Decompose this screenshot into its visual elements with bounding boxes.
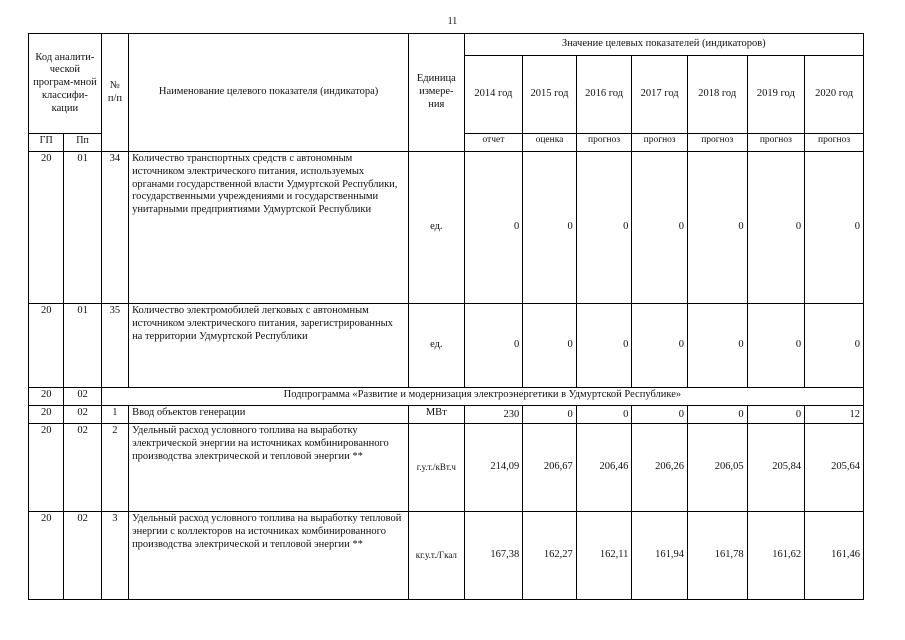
header-status-2017: прогноз [632, 134, 688, 152]
header-values-group: Значение целевых показателей (индикаторов) [464, 34, 863, 56]
cell-value: 206,05 [687, 424, 747, 512]
cell-value: 167,38 [464, 512, 523, 600]
cell-value: 0 [687, 152, 747, 304]
cell-value: 0 [464, 304, 523, 388]
cell-gp: 20 [29, 424, 64, 512]
header-status-2019: прогноз [747, 134, 805, 152]
cell-pp: 02 [64, 424, 101, 512]
header-status-2015: оценка [523, 134, 577, 152]
cell-value: 161,62 [747, 512, 805, 600]
cell-value: 0 [523, 406, 577, 424]
cell-gp: 20 [29, 152, 64, 304]
subprogram-title: Подпрограмма «Развитие и модернизация электроэнергетики в Удмуртской Республике» [101, 388, 863, 406]
header-code-pp: Пп [64, 134, 101, 152]
header-indicator-name: Наименование целевого показателя (индикатора) [129, 34, 409, 152]
cell-value: 0 [632, 152, 688, 304]
cell-value: 0 [687, 406, 747, 424]
page-number: 11 [447, 16, 458, 27]
cell-value: 12 [805, 406, 864, 424]
cell-value: 0 [747, 304, 805, 388]
cell-gp: 20 [29, 304, 64, 388]
header-status-2020: прогноз [805, 134, 864, 152]
cell-num: 2 [101, 424, 128, 512]
cell-value: 0 [632, 406, 688, 424]
cell-gp: 20 [29, 512, 64, 600]
cell-num: 3 [101, 512, 128, 600]
header-year-2017: 2017 год [632, 56, 688, 134]
header-year-2016: 2016 год [576, 56, 632, 134]
cell-gp: 20 [29, 406, 64, 424]
cell-value: 214,09 [464, 424, 523, 512]
indicators-table [28, 33, 864, 600]
cell-indicator-name: Количество транспортных средств с автономным источником электрического питания, используемых органами государственной власти Удмуртской Республики, государственными учреждениями и государственными унитарными предприятиями Удмуртской Республики [129, 152, 409, 304]
table-row [29, 304, 864, 388]
cell-value: 205,84 [747, 424, 805, 512]
cell-value: 0 [687, 304, 747, 388]
cell-unit: ед. [409, 304, 465, 388]
cell-value: 161,78 [687, 512, 747, 600]
cell-value: 206,26 [632, 424, 688, 512]
cell-pp: 01 [64, 152, 101, 304]
cell-value: 161,94 [632, 512, 688, 600]
cell-unit: ед. [409, 152, 465, 304]
cell-value: 206,46 [576, 424, 632, 512]
header-unit: Единица измере-ния [409, 34, 465, 152]
cell-indicator-name: Ввод объектов генерации [129, 406, 409, 424]
cell-value: 162,11 [576, 512, 632, 600]
cell-indicator-name: Удельный расход условного топлива на выработку электрической энергии на источниках комбинированного производства электрической и тепловой энергии ** [129, 424, 409, 512]
cell-value: 162,27 [523, 512, 577, 600]
header-row-1 [29, 34, 864, 56]
cell-num: 34 [101, 152, 128, 304]
cell-indicator-name: Удельный расход условного топлива на выработку тепловой энергии с коллекторов на источниках комбинированного производства электрической и тепловой энергии ** [129, 512, 409, 600]
cell-pp: 02 [64, 512, 101, 600]
header-year-2019: 2019 год [747, 56, 805, 134]
cell-value: 206,67 [523, 424, 577, 512]
header-status-2016: прогноз [576, 134, 632, 152]
cell-value: 0 [523, 304, 577, 388]
cell-value: 0 [576, 304, 632, 388]
cell-value: 0 [805, 152, 864, 304]
cell-indicator-name: Количество электромобилей легковых с автономным источником электрического питания, зарегистрированных на территории Удмуртской Республики [129, 304, 409, 388]
subprogram-row [29, 388, 864, 406]
cell-pp: 02 [64, 388, 101, 406]
cell-value: 0 [747, 152, 805, 304]
header-status-2014: отчет [464, 134, 523, 152]
cell-value: 0 [632, 304, 688, 388]
cell-num: 35 [101, 304, 128, 388]
header-year-2018: 2018 год [687, 56, 747, 134]
cell-value: 0 [523, 152, 577, 304]
table-row [29, 512, 864, 600]
table-row [29, 152, 864, 304]
cell-pp: 01 [64, 304, 101, 388]
header-year-2015: 2015 год [523, 56, 577, 134]
cell-value: 0 [576, 406, 632, 424]
table-row [29, 406, 864, 424]
cell-unit: г.у.т./кВт.ч [409, 424, 465, 512]
header-code-gp: ГП [29, 134, 64, 152]
cell-value: 205,64 [805, 424, 864, 512]
cell-value: 230 [464, 406, 523, 424]
header-year-2020: 2020 год [805, 56, 864, 134]
cell-value: 0 [464, 152, 523, 304]
cell-value: 0 [576, 152, 632, 304]
cell-value: 0 [805, 304, 864, 388]
cell-value: 0 [747, 406, 805, 424]
cell-gp: 20 [29, 388, 64, 406]
cell-unit: кг.у.т./Гкал [409, 512, 465, 600]
header-status-2018: прогноз [687, 134, 747, 152]
table-row [29, 424, 864, 512]
header-code-group: Код аналити-ческой програм-мной классифи-кации [29, 34, 102, 134]
cell-pp: 02 [64, 406, 101, 424]
cell-unit: МВт [409, 406, 465, 424]
header-num: № п/п [101, 34, 128, 152]
cell-value: 161,46 [805, 512, 864, 600]
cell-num: 1 [101, 406, 128, 424]
header-year-2014: 2014 год [464, 56, 523, 134]
